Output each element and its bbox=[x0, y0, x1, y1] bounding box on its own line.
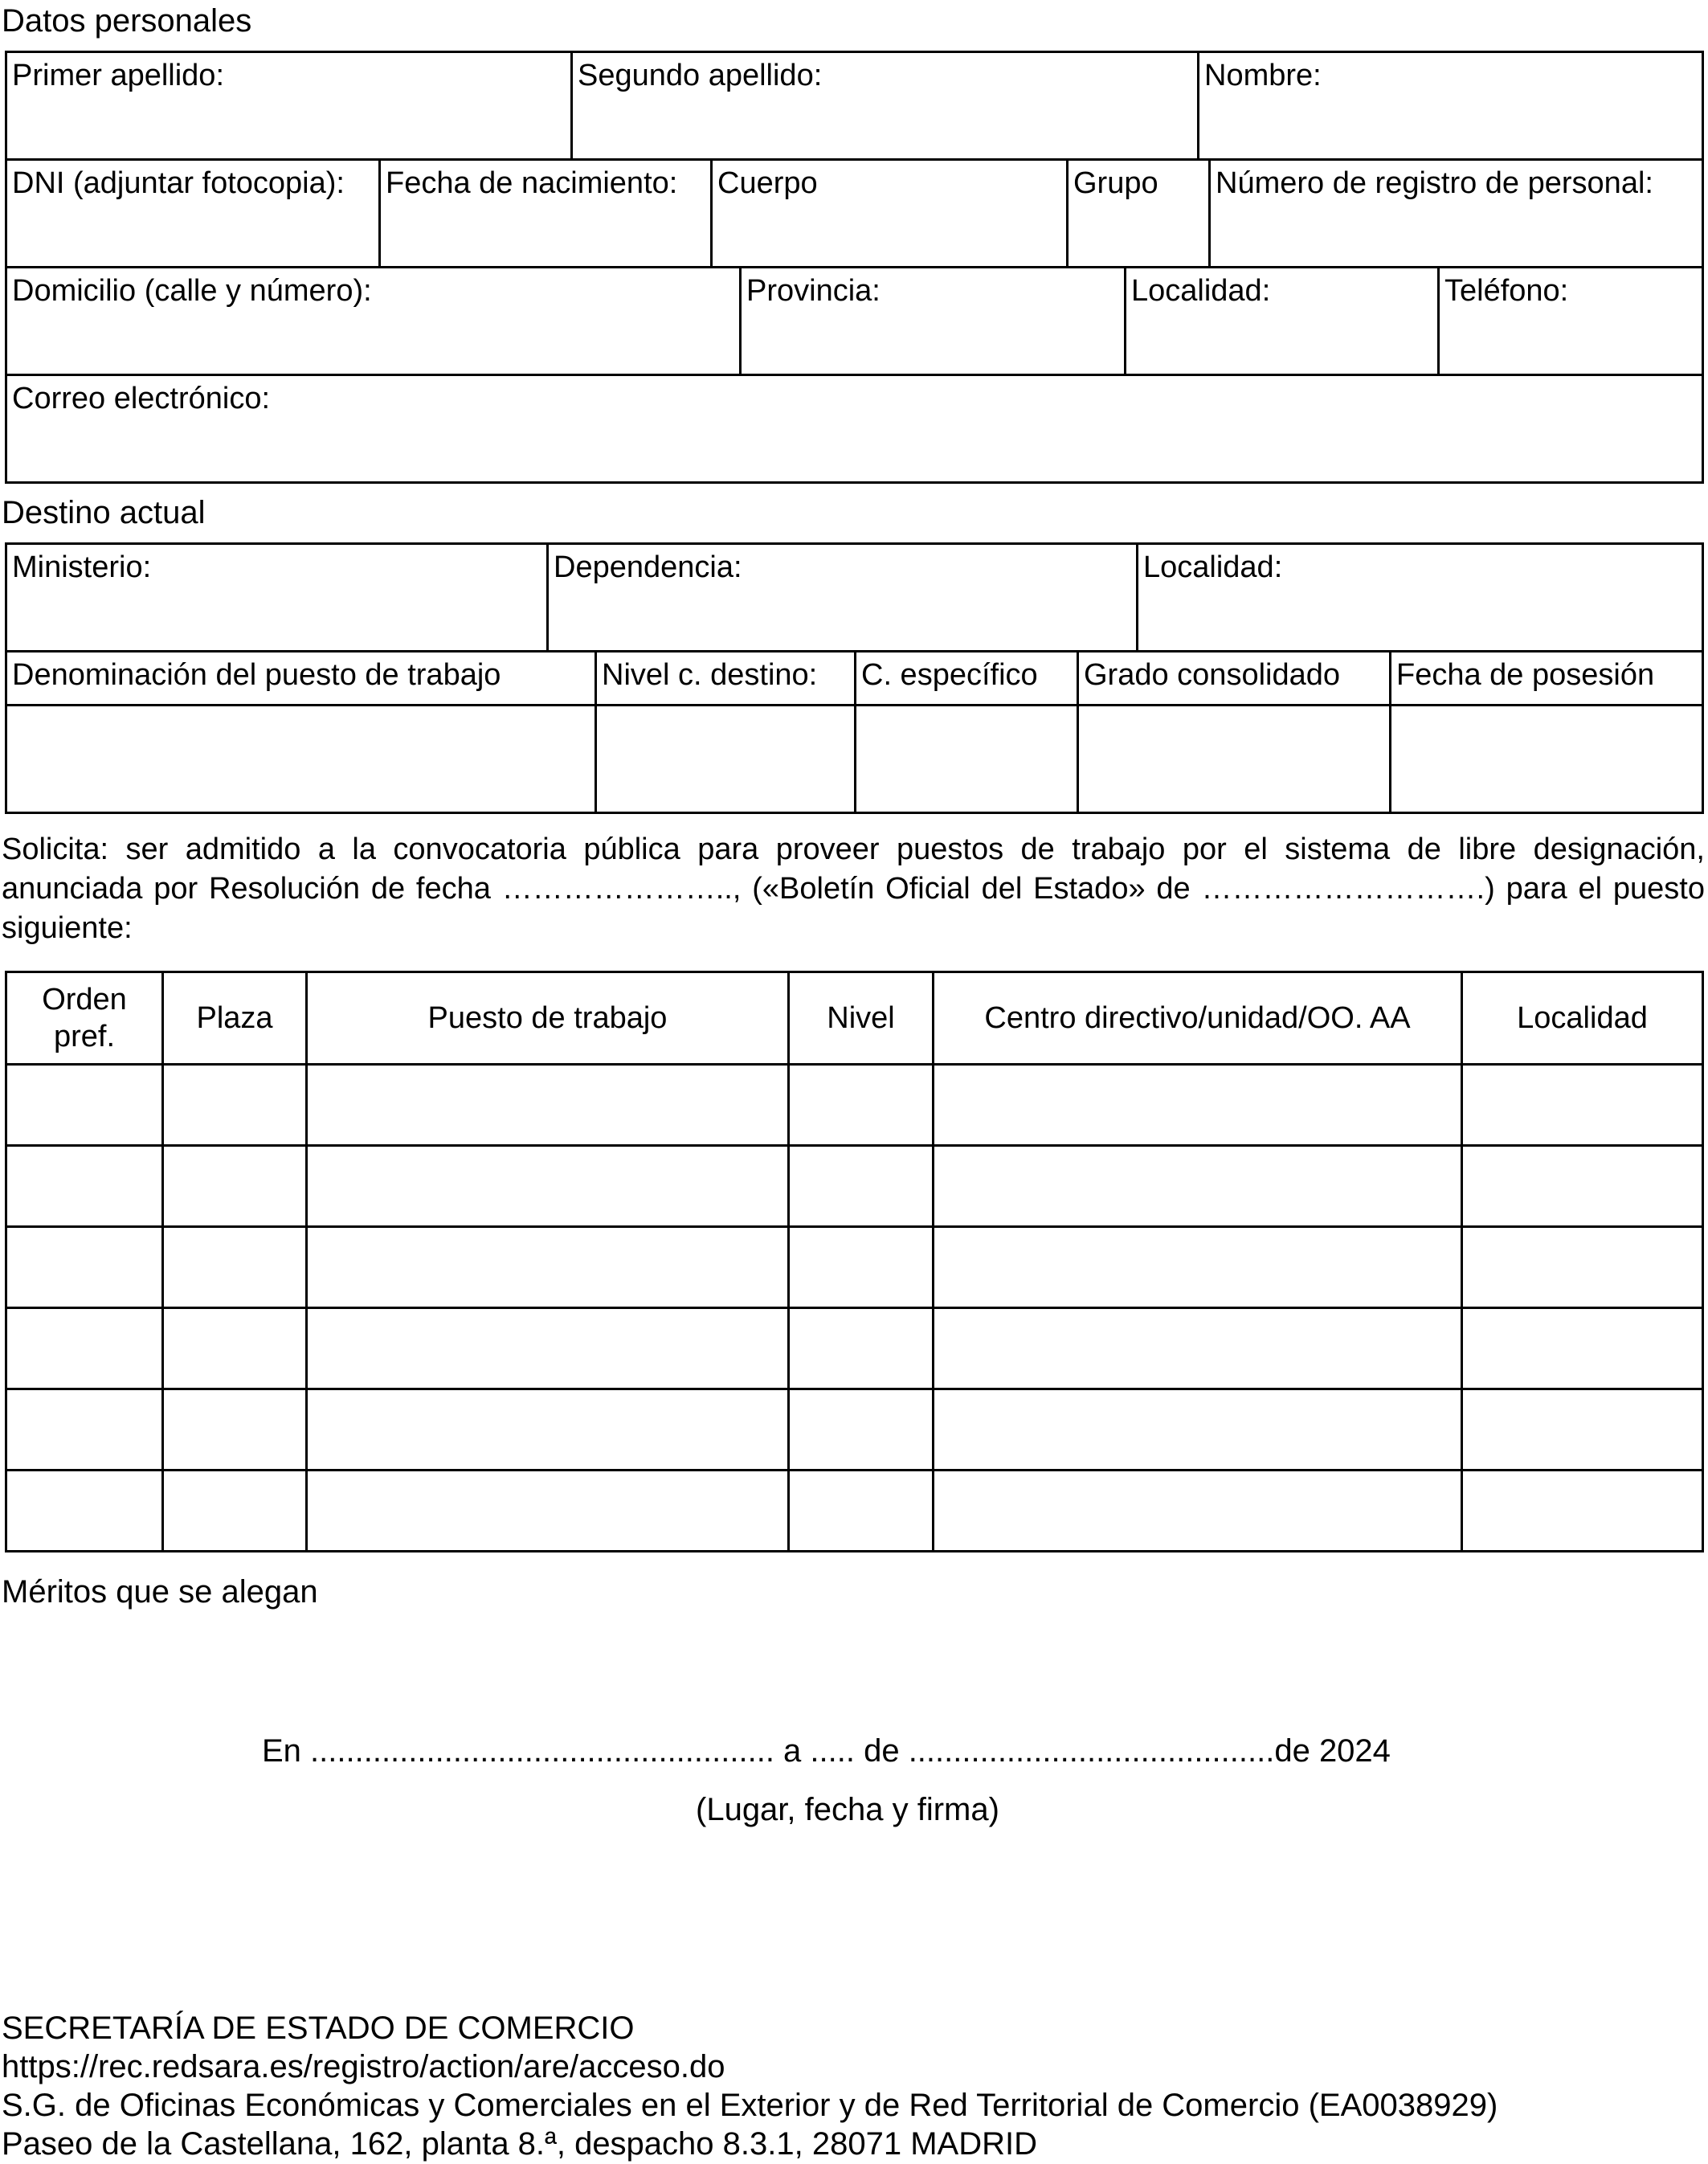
header-localidad bbox=[1462, 972, 1703, 1065]
denominacion-puesto-header bbox=[6, 652, 596, 706]
header-orden-pref bbox=[6, 972, 163, 1065]
firma-line: En .................................................... a ..... de .........................................de 2024 bbox=[262, 1733, 1391, 1769]
fecha-posesion-field[interactable] bbox=[1391, 706, 1703, 813]
localidad-label: Localidad: bbox=[1131, 274, 1271, 308]
cell-puesto-trabajo[interactable] bbox=[307, 1146, 789, 1227]
correo-electronico-label: Correo electrónico: bbox=[12, 382, 271, 415]
denominacion-puesto-field[interactable] bbox=[6, 706, 596, 813]
header-nivel bbox=[789, 972, 934, 1065]
header-plaza-label: Plaza bbox=[196, 1001, 273, 1035]
header-orden-pref-label: Orden pref. bbox=[42, 983, 127, 1053]
cell-nivel[interactable] bbox=[789, 1065, 934, 1146]
cell-plaza[interactable] bbox=[163, 1065, 307, 1146]
cell-puesto-trabajo[interactable] bbox=[307, 1389, 789, 1471]
provincia-field[interactable] bbox=[741, 268, 1126, 375]
cell-puesto-trabajo[interactable] bbox=[307, 1308, 789, 1389]
section-heading-meritos: Méritos que se alegan bbox=[2, 1574, 318, 1610]
cell-nivel[interactable] bbox=[789, 1471, 934, 1552]
cuerpo-field[interactable] bbox=[712, 160, 1068, 268]
cell-puesto-trabajo[interactable] bbox=[307, 1471, 789, 1552]
cell-nivel[interactable] bbox=[789, 1389, 934, 1471]
grado-consolidado-field[interactable] bbox=[1078, 706, 1391, 813]
cuerpo-label: Cuerpo bbox=[717, 166, 818, 200]
destino-actual-row-1 bbox=[5, 542, 1704, 652]
cell-nivel[interactable] bbox=[789, 1146, 934, 1227]
cell-orden-pref[interactable] bbox=[6, 1065, 163, 1146]
footer bbox=[2, 2009, 1498, 2163]
cell-orden-pref[interactable] bbox=[6, 1308, 163, 1389]
ministerio-field[interactable] bbox=[6, 544, 548, 652]
table-row bbox=[6, 1146, 1703, 1227]
cell-nivel[interactable] bbox=[789, 1227, 934, 1308]
table-row bbox=[6, 1471, 1703, 1552]
header-centro-directivo-label: Centro directivo/unidad/OO. AA bbox=[984, 1001, 1411, 1035]
puestos-table bbox=[5, 971, 1704, 1552]
table-row bbox=[6, 1308, 1703, 1389]
cell-nivel[interactable] bbox=[789, 1308, 934, 1389]
denominacion-puesto-label: Denominación del puesto de trabajo bbox=[12, 658, 501, 692]
section-heading-datos-personales: Datos personales bbox=[2, 3, 252, 39]
grupo-label: Grupo bbox=[1073, 166, 1158, 200]
destino-localidad-label: Localidad: bbox=[1143, 550, 1283, 584]
destino-localidad-field[interactable] bbox=[1138, 544, 1703, 652]
cell-plaza[interactable] bbox=[163, 1471, 307, 1552]
table-row bbox=[6, 1389, 1703, 1471]
table-row bbox=[6, 1227, 1703, 1308]
cell-orden-pref[interactable] bbox=[6, 1227, 163, 1308]
localidad-field[interactable] bbox=[1126, 268, 1439, 375]
nombre-field[interactable] bbox=[1199, 52, 1703, 160]
datos-personales-row-4 bbox=[5, 374, 1704, 484]
numero-registro-personal-label: Número de registro de personal: bbox=[1216, 166, 1653, 200]
primer-apellido-label: Primer apellido: bbox=[12, 59, 224, 92]
cell-plaza[interactable] bbox=[163, 1389, 307, 1471]
datos-personales-row-3 bbox=[5, 266, 1704, 376]
numero-registro-personal-field[interactable] bbox=[1210, 160, 1703, 268]
cell-puesto-trabajo[interactable] bbox=[307, 1227, 789, 1308]
grupo-field[interactable] bbox=[1068, 160, 1210, 268]
header-plaza bbox=[163, 972, 307, 1065]
cell-centro-directivo[interactable] bbox=[934, 1389, 1462, 1471]
correo-electronico-field[interactable] bbox=[6, 375, 1703, 483]
dni-label: DNI (adjuntar fotocopia): bbox=[12, 166, 345, 200]
cell-centro-directivo[interactable] bbox=[934, 1065, 1462, 1146]
dependencia-label: Dependencia: bbox=[554, 550, 742, 584]
datos-personales-row-2 bbox=[5, 158, 1704, 268]
cell-localidad[interactable] bbox=[1462, 1471, 1703, 1552]
telefono-label: Teléfono: bbox=[1444, 274, 1569, 308]
dependencia-field[interactable] bbox=[548, 544, 1138, 652]
footer-line-4: Paseo de la Castellana, 162, planta 8.ª, despacho 8.3.1, 28071 MADRID bbox=[2, 2126, 1037, 2162]
cell-localidad[interactable] bbox=[1462, 1389, 1703, 1471]
fecha-posesion-label: Fecha de posesión bbox=[1396, 658, 1655, 692]
fecha-posesion-header bbox=[1391, 652, 1703, 706]
cell-localidad[interactable] bbox=[1462, 1227, 1703, 1308]
destino-actual-row-2 bbox=[5, 650, 1704, 814]
footer-line-3: S.G. de Oficinas Económicas y Comerciales en el Exterior y de Red Territorial de Comercio (EA0038929) bbox=[2, 2088, 1498, 2123]
grado-consolidado-label: Grado consolidado bbox=[1084, 658, 1340, 692]
cell-centro-directivo[interactable] bbox=[934, 1471, 1462, 1552]
nivel-destino-label: Nivel c. destino: bbox=[602, 658, 818, 692]
puestos-header-row bbox=[6, 972, 1703, 1065]
firma-caption: (Lugar, fecha y firma) bbox=[696, 1792, 999, 1827]
fecha-nacimiento-label: Fecha de nacimiento: bbox=[386, 166, 678, 200]
cell-orden-pref[interactable] bbox=[6, 1146, 163, 1227]
cell-localidad[interactable] bbox=[1462, 1308, 1703, 1389]
cell-centro-directivo[interactable] bbox=[934, 1308, 1462, 1389]
cell-plaza[interactable] bbox=[163, 1146, 307, 1227]
solicita-paragraph: Solicita: ser admitido a la convocatoria pública para proveer puestos de trabajo por el sistema de libre designación, anunciada por Resolución de fecha ………………….., («Boletín Oficial del Estado» de ……………………….) para el puesto siguiente: bbox=[2, 832, 1705, 945]
footer-line-1: SECRETARÍA DE ESTADO DE COMERCIO bbox=[2, 2011, 635, 2046]
datos-personales-row-1 bbox=[5, 51, 1704, 161]
c-especifico-label: C. específico bbox=[861, 658, 1038, 692]
segundo-apellido-field[interactable] bbox=[572, 52, 1199, 160]
nivel-destino-field[interactable] bbox=[596, 706, 856, 813]
header-centro-directivo bbox=[934, 972, 1462, 1065]
domicilio-field[interactable] bbox=[6, 268, 741, 375]
grado-consolidado-header bbox=[1078, 652, 1391, 706]
cell-centro-directivo[interactable] bbox=[934, 1146, 1462, 1227]
cell-puesto-trabajo[interactable] bbox=[307, 1065, 789, 1146]
cell-localidad[interactable] bbox=[1462, 1065, 1703, 1146]
domicilio-label: Domicilio (calle y número): bbox=[12, 274, 372, 308]
c-especifico-field[interactable] bbox=[856, 706, 1078, 813]
c-especifico-header bbox=[856, 652, 1078, 706]
cell-localidad[interactable] bbox=[1462, 1146, 1703, 1227]
header-nivel-label: Nivel bbox=[827, 1001, 895, 1035]
header-localidad-label: Localidad bbox=[1517, 1001, 1648, 1035]
provincia-label: Provincia: bbox=[746, 274, 881, 308]
primer-apellido-field[interactable] bbox=[6, 52, 572, 160]
cell-plaza[interactable] bbox=[163, 1227, 307, 1308]
header-puesto-trabajo bbox=[307, 972, 789, 1065]
fecha-nacimiento-field[interactable] bbox=[380, 160, 712, 268]
ministerio-label: Ministerio: bbox=[12, 550, 152, 584]
dni-field[interactable] bbox=[6, 160, 380, 268]
section-heading-destino-actual: Destino actual bbox=[2, 495, 206, 530]
nivel-destino-header bbox=[596, 652, 856, 706]
cell-centro-directivo[interactable] bbox=[934, 1227, 1462, 1308]
cell-orden-pref[interactable] bbox=[6, 1471, 163, 1552]
segundo-apellido-label: Segundo apellido: bbox=[578, 59, 823, 92]
telefono-field[interactable] bbox=[1439, 268, 1703, 375]
header-puesto-trabajo-label: Puesto de trabajo bbox=[427, 1001, 668, 1035]
cell-plaza[interactable] bbox=[163, 1308, 307, 1389]
cell-orden-pref[interactable] bbox=[6, 1389, 163, 1471]
table-row bbox=[6, 1065, 1703, 1146]
footer-line-2: https://rec.redsara.es/registro/action/are/acceso.do bbox=[2, 2049, 725, 2084]
nombre-label: Nombre: bbox=[1204, 59, 1322, 92]
